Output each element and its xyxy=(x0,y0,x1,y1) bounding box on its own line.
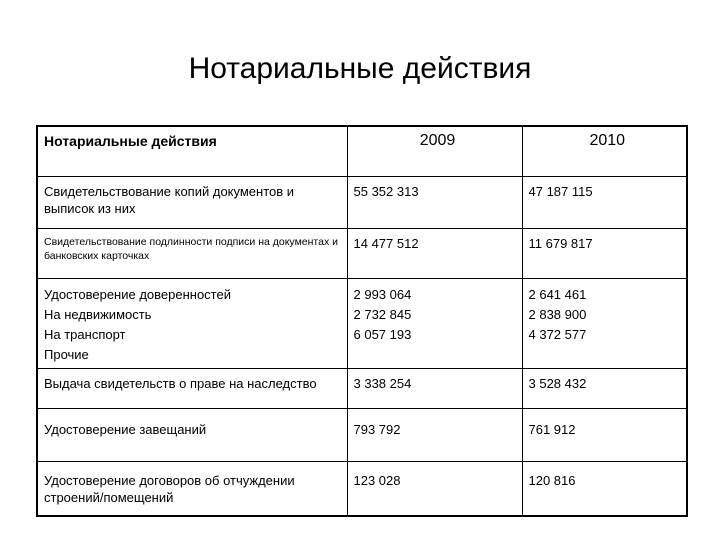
table-row xyxy=(37,408,687,461)
value-line: 120 816 xyxy=(528,472,576,488)
value-line: 55 352 313 xyxy=(353,183,419,199)
table-row xyxy=(37,461,687,516)
value-line: 47 187 115 xyxy=(528,183,593,199)
table-row xyxy=(37,228,687,278)
row-value-2010 xyxy=(522,368,687,408)
value-line: 3 338 254 xyxy=(353,375,412,391)
row-value-2009 xyxy=(347,176,522,228)
row-label-line: Удостоверение завещаний xyxy=(44,421,207,437)
table-row xyxy=(37,368,687,408)
row-value-2009 xyxy=(347,278,522,368)
row-value-2010 xyxy=(522,408,687,461)
row-value-2009 xyxy=(347,408,522,461)
row-label-line: Прочие xyxy=(44,346,89,362)
value-line: 6 057 193 xyxy=(353,326,412,342)
value-line: 761 912 xyxy=(528,421,576,437)
value-line: 3 528 432 xyxy=(528,375,587,391)
header-actions: Нотариальные действия xyxy=(37,126,347,176)
row-label xyxy=(37,176,347,228)
row-label xyxy=(37,278,347,368)
header-2009: 2009 xyxy=(347,126,522,176)
page-title: Нотариальные действия xyxy=(188,52,532,85)
value-line: 2 641 461 xyxy=(528,286,587,302)
row-value-2010 xyxy=(522,461,687,516)
row-label-line: Выдача свидетельств о праве на наследство xyxy=(44,375,317,391)
value-line: 123 028 xyxy=(353,472,401,488)
row-value-2009 xyxy=(347,228,522,278)
value-line: 2 993 064 xyxy=(353,286,412,302)
row-label xyxy=(37,368,347,408)
table-row xyxy=(37,176,687,228)
row-label xyxy=(37,408,347,461)
row-value-2010 xyxy=(522,228,687,278)
row-value-2010 xyxy=(522,278,687,368)
header-2010: 2010 xyxy=(522,126,687,176)
value-line: 14 477 512 xyxy=(353,235,419,251)
row-label xyxy=(37,461,347,516)
row-label-line: Свидетельствование копий документов и выписок из них xyxy=(44,183,295,216)
notarial-actions-table xyxy=(36,125,688,517)
row-value-2010 xyxy=(522,176,687,228)
row-label-line: Удостоверение доверенностей xyxy=(44,286,231,302)
row-label-line: Свидетельствование подлинности подписи на документах и банковских карточках xyxy=(44,235,338,262)
value-line: 11 679 817 xyxy=(528,235,593,251)
row-label xyxy=(37,228,347,278)
table-header-row xyxy=(37,126,687,176)
row-label-line: На недвижимость xyxy=(44,306,152,322)
value-line: 2 838 900 xyxy=(528,306,587,322)
table-row xyxy=(37,278,687,368)
row-value-2009 xyxy=(347,461,522,516)
row-label-line: На транспорт xyxy=(44,326,126,342)
value-line: 4 372 577 xyxy=(528,326,587,342)
row-label-line: Удостоверение договоров об отчуждении строений/помещений xyxy=(44,472,295,505)
row-value-2009 xyxy=(347,368,522,408)
value-line: 2 732 845 xyxy=(353,306,412,322)
value-line: 793 792 xyxy=(353,421,401,437)
